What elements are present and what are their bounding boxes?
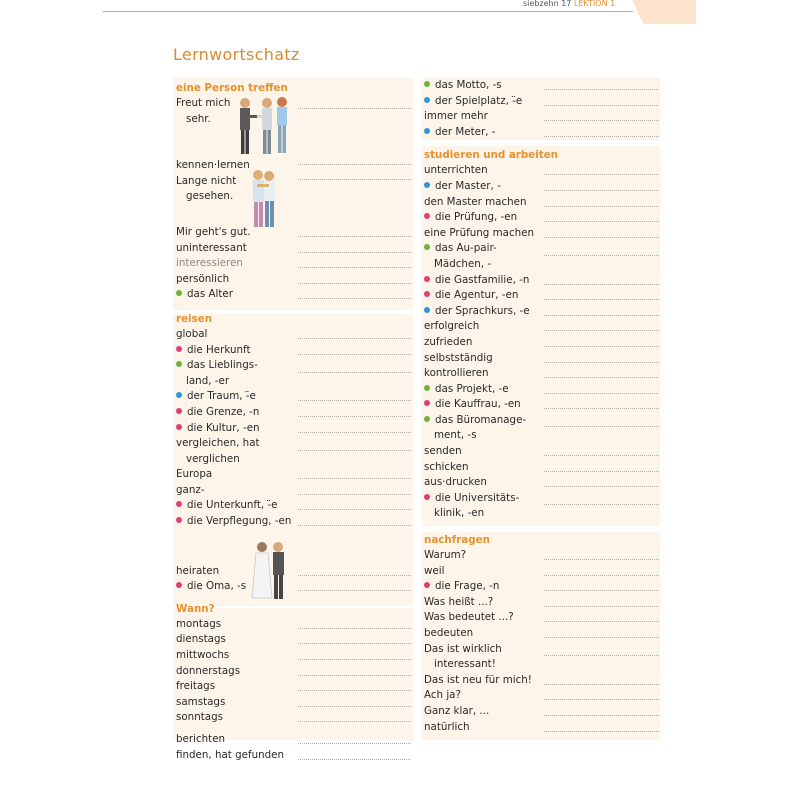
write-line[interactable] xyxy=(544,330,659,331)
vocab-row: das Motto, -s xyxy=(424,78,659,94)
header-rule xyxy=(103,11,633,12)
vocab-row: der Spielplatz, -̈e xyxy=(424,94,659,110)
write-line[interactable] xyxy=(298,675,411,676)
vocab-row: interessieren xyxy=(176,256,411,272)
write-line[interactable] xyxy=(298,416,411,417)
write-line[interactable] xyxy=(544,606,659,607)
vocab-row: zufrieden xyxy=(424,335,659,351)
write-line[interactable] xyxy=(544,504,659,505)
write-line[interactable] xyxy=(298,759,411,760)
feminine-dot xyxy=(424,291,430,297)
vocab-row: Ganz klar, ... xyxy=(424,704,659,720)
write-line[interactable] xyxy=(544,221,659,222)
vocab-row: die Frage, -n xyxy=(424,579,659,595)
write-line[interactable] xyxy=(298,236,411,237)
vocab-row: erfolgreich xyxy=(424,319,659,335)
vocab-row: die Unterkunft, -̈e xyxy=(176,498,411,514)
masculine-dot xyxy=(176,392,182,398)
feminine-dot xyxy=(176,501,182,507)
write-line[interactable] xyxy=(298,590,411,591)
write-line[interactable] xyxy=(298,706,411,707)
vocab-row: finden, hat gefunden xyxy=(176,748,411,764)
vocab-row: der Sprachkurs, -e xyxy=(424,304,659,320)
vocab-row: Das ist neu für mich! xyxy=(424,673,659,689)
vocab-row: die Kauffrau, -en xyxy=(424,397,659,413)
vocab-row: die Herkunft xyxy=(176,343,411,359)
vocab-row: selbstständig xyxy=(424,351,659,367)
vocab-row: sonntags xyxy=(176,710,411,726)
write-line[interactable] xyxy=(298,643,411,644)
vocab-row: das Projekt, -e xyxy=(424,382,659,398)
write-line[interactable] xyxy=(298,721,411,722)
feminine-dot xyxy=(176,424,182,430)
vocab-row: Lange nicht xyxy=(176,174,237,187)
vocab-row: die Verpflegung, -en xyxy=(176,514,411,530)
masculine-dot xyxy=(424,182,430,188)
vocab-row: das Lieblings- xyxy=(176,358,411,374)
write-line[interactable] xyxy=(544,120,659,121)
page-tab xyxy=(632,0,696,24)
write-line[interactable] xyxy=(298,354,411,355)
vocab-row: kennen·lernen xyxy=(176,158,411,174)
vocab-row: eine Prüfung machen xyxy=(424,226,659,242)
vocab-row: Ach ja? xyxy=(424,688,659,704)
section-title: nachfragen xyxy=(424,534,490,547)
write-line[interactable] xyxy=(544,559,659,560)
neuter-dot xyxy=(424,244,430,250)
vocab-row: donnerstags xyxy=(176,664,411,680)
write-line[interactable] xyxy=(544,715,659,716)
masculine-dot xyxy=(424,307,430,313)
write-line[interactable] xyxy=(298,743,411,744)
vocab-row: die Gastfamilie, -n xyxy=(424,273,659,289)
write-line[interactable] xyxy=(298,628,411,629)
write-line[interactable] xyxy=(298,164,411,165)
feminine-dot xyxy=(424,400,430,406)
neuter-dot xyxy=(424,385,430,391)
vocab-row: montags xyxy=(176,617,411,633)
feminine-dot xyxy=(176,346,182,352)
write-line[interactable] xyxy=(298,267,411,268)
write-line[interactable] xyxy=(544,684,659,685)
vocab-row: samstags xyxy=(176,695,411,711)
write-line[interactable] xyxy=(544,408,659,409)
vocab-row: interessant! xyxy=(424,657,659,673)
write-line[interactable] xyxy=(544,190,659,191)
write-line[interactable] xyxy=(544,284,659,285)
vocab-row: das Alter xyxy=(176,287,411,303)
write-line[interactable] xyxy=(544,575,659,576)
write-line[interactable] xyxy=(544,471,659,472)
vocab-row: Europa xyxy=(176,467,411,483)
vocab-row: bedeuten xyxy=(424,626,659,642)
vocab-row: natürlich xyxy=(424,720,659,736)
vocab-row: Freut mich xyxy=(176,96,411,112)
vocab-row: gesehen. xyxy=(176,189,411,205)
vocab-row: freitags xyxy=(176,679,411,695)
vocab-row: global xyxy=(176,327,411,343)
write-line[interactable] xyxy=(298,575,411,576)
vocab-row: vergleichen, hat xyxy=(176,437,260,450)
vocab-row: den Master machen xyxy=(424,195,659,211)
write-line[interactable] xyxy=(544,699,659,700)
neuter-dot xyxy=(176,361,182,367)
vocab-row: das Büromanage- xyxy=(424,413,659,429)
write-line[interactable] xyxy=(544,637,659,638)
left-column xyxy=(176,78,411,763)
vocab-row: der Traum, -̈e xyxy=(176,389,411,405)
feminine-dot xyxy=(176,517,182,523)
write-line[interactable] xyxy=(298,432,411,433)
write-line[interactable] xyxy=(544,255,659,256)
feminine-dot xyxy=(424,276,430,282)
write-line[interactable] xyxy=(298,252,411,253)
vocab-row: immer mehr xyxy=(424,109,659,125)
write-line[interactable] xyxy=(544,136,659,137)
feminine-dot xyxy=(424,494,430,500)
vocab-row: mittwochs xyxy=(176,648,411,664)
vocab-row: heiraten xyxy=(176,564,411,580)
page-header xyxy=(523,0,615,8)
vocab-row: schicken xyxy=(424,460,659,476)
write-line[interactable] xyxy=(298,659,411,660)
vocab-row: die Kultur, -en xyxy=(176,421,411,437)
write-line[interactable] xyxy=(544,621,659,622)
write-line[interactable] xyxy=(298,525,411,526)
vocab-row: persönlich xyxy=(176,272,411,288)
write-line[interactable] xyxy=(544,655,659,656)
feminine-dot xyxy=(424,213,430,219)
write-line[interactable] xyxy=(544,362,659,363)
write-line[interactable] xyxy=(544,393,659,394)
vocab-row: klinik, -en xyxy=(424,506,659,522)
write-line[interactable] xyxy=(544,174,659,175)
vocab-row: Mir geht's gut. xyxy=(176,225,411,241)
feminine-dot xyxy=(176,408,182,414)
write-line[interactable] xyxy=(544,299,659,300)
vocab-row: die Universitäts- xyxy=(424,491,659,507)
vocab-row: kontrollieren xyxy=(424,366,659,382)
vocab-row: der Master, - xyxy=(424,179,659,195)
vocab-row: berichten xyxy=(176,732,411,748)
vocab-row: Was heißt ...? xyxy=(424,595,659,611)
write-line[interactable] xyxy=(544,237,659,238)
page-title: Lernwortschatz xyxy=(173,45,300,64)
write-line[interactable] xyxy=(298,494,411,495)
section-title: eine Person treffen xyxy=(176,82,288,94)
vocab-row: ganz- xyxy=(176,483,411,499)
write-line[interactable] xyxy=(298,108,411,109)
vocab-row: verglichen xyxy=(176,452,411,468)
write-line[interactable] xyxy=(544,346,659,347)
vocab-row: land, -er xyxy=(176,374,411,390)
write-line[interactable] xyxy=(298,283,411,284)
write-line[interactable] xyxy=(544,206,659,207)
write-line[interactable] xyxy=(544,315,659,316)
write-line[interactable] xyxy=(544,89,659,90)
right-column xyxy=(424,78,659,735)
section-title: studieren und arbeiten xyxy=(424,149,559,162)
page-number: siebzehn 17 xyxy=(523,0,572,8)
write-line[interactable] xyxy=(544,486,659,487)
write-line[interactable] xyxy=(298,179,411,180)
section-title: reisen xyxy=(176,312,213,325)
vocab-row: dienstags xyxy=(176,632,411,648)
vocab-row: Warum? xyxy=(424,548,659,564)
vocab-row: Was bedeutet ...? xyxy=(424,610,659,626)
feminine-dot xyxy=(176,582,182,588)
section-title: Wann? xyxy=(176,602,215,615)
masculine-dot xyxy=(424,128,430,134)
write-line[interactable] xyxy=(298,372,411,373)
vocab-row: das Au-pair- xyxy=(424,241,659,257)
write-line[interactable] xyxy=(544,377,659,378)
feminine-dot xyxy=(424,582,430,588)
write-line[interactable] xyxy=(544,105,659,106)
lesson-label: LEKTION 1 xyxy=(573,0,616,8)
write-line[interactable] xyxy=(544,426,659,427)
write-line[interactable] xyxy=(544,731,659,732)
write-line[interactable] xyxy=(298,509,411,510)
write-line[interactable] xyxy=(298,298,411,299)
vocab-row: die Grenze, -n xyxy=(176,405,411,421)
vocab-row: ment, -s xyxy=(424,428,659,444)
vocab-row: uninteressant xyxy=(176,241,411,257)
write-line[interactable] xyxy=(298,478,411,479)
vocab-row: sehr. xyxy=(186,112,211,125)
write-line[interactable] xyxy=(544,455,659,456)
vocab-row: Das ist wirklich xyxy=(424,642,502,655)
write-line[interactable] xyxy=(298,338,411,339)
neuter-dot xyxy=(424,416,430,422)
write-line[interactable] xyxy=(298,400,411,401)
vocab-row: Mädchen, - xyxy=(424,257,659,273)
write-line[interactable] xyxy=(298,450,411,451)
vocab-row: aus·drucken xyxy=(424,475,659,491)
masculine-dot xyxy=(424,97,430,103)
vocab-row: weil xyxy=(424,564,659,580)
vocab-row: der Meter, - xyxy=(424,125,659,141)
vocab-row: die Agentur, -en xyxy=(424,288,659,304)
neuter-dot xyxy=(424,81,430,87)
write-line[interactable] xyxy=(544,590,659,591)
vocab-row: senden xyxy=(424,444,659,460)
write-line[interactable] xyxy=(298,690,411,691)
neuter-dot xyxy=(176,290,182,296)
vocab-row: die Prüfung, -en xyxy=(424,210,659,226)
vocab-row: unterrichten xyxy=(424,163,659,179)
vocab-row: die Oma, -s xyxy=(176,579,411,595)
